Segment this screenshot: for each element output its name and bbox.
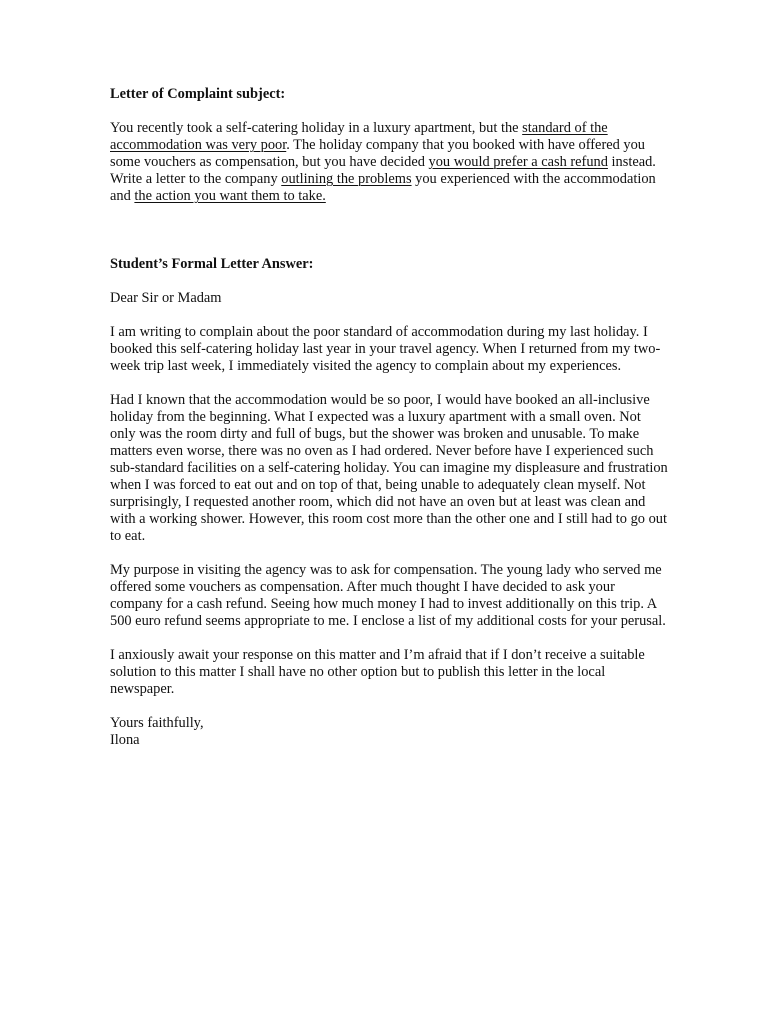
task-prompt-underlined-text: the action you want them to take. [134,188,326,204]
letter-signature: Ilona [110,732,140,748]
task-prompt-text: . The holiday company that you booked with have offered you some vouchers as compensation, but you have decided [110,137,645,170]
task-prompt-text: you experienced with the accommodation and [110,171,656,204]
answer-heading: Student’s Formal Letter Answer: [110,256,314,272]
task-prompt-underlined-text: standard of the accommodation was very poor [110,120,608,153]
letter-paragraph: I am writing to complain about the poor standard of accommodation during my last holiday. I booked this self-catering holiday last year in your travel agency. When I returned from my two-week trip last week, I immediately visited the agency to complain about my experiences. [110,324,661,374]
letter-paragraph: My purpose in visiting the agency was to ask for compensation. The young lady who served me offered some vouchers as compensation. After much thought I have decided to ask your company for a cash refund. Seeing how much money I had to invest additionally on this trip. A 500 euro refund seems appropriate to me. I enclose a list of my additional costs for your perusal. [110,562,666,629]
task-prompt-underlined-text: outlining the problems [281,171,412,187]
task-prompt-text: You recently took a self-catering holiday in a luxury apartment, but the [110,120,523,136]
letter-salutation: Dear Sir or Madam [110,290,222,306]
document-content [110,86,670,749]
task-prompt-underlined-text: you would prefer a cash refund [428,154,608,170]
letter-paragraph: Had I known that the accommodation would be so poor, I would have booked an all-inclusive holiday from the beginning. What I expected was a luxury apartment with a small oven. Not only was the room dirty and full of bugs, but the shower was broken and unusable. To make matters even worse, there was no oven as I had ordered. Never before have I experienced such sub-standard facilities on a self-catering holiday. You can imagine my displeasure and frustration when I was forced to eat out and on top of that, being unable to adequately clean myself. Not surprisingly, I requested another room, which did not have an oven but at least was clean and with a working shower. However, this room cost more than the other one and I still had to go out to eat. [110,392,668,544]
letter-closing: Yours faithfully, [110,715,204,731]
letter-paragraph: I anxiously await your response on this matter and I’m afraid that if I don’t receive a suitable solution to this matter I shall have no other option but to publish this letter in the local newspaper. [110,647,645,697]
task-prompt [110,120,670,205]
task-heading: Letter of Complaint subject: [110,86,286,102]
task-prompt-text: instead. Write a letter to the company [110,154,656,187]
